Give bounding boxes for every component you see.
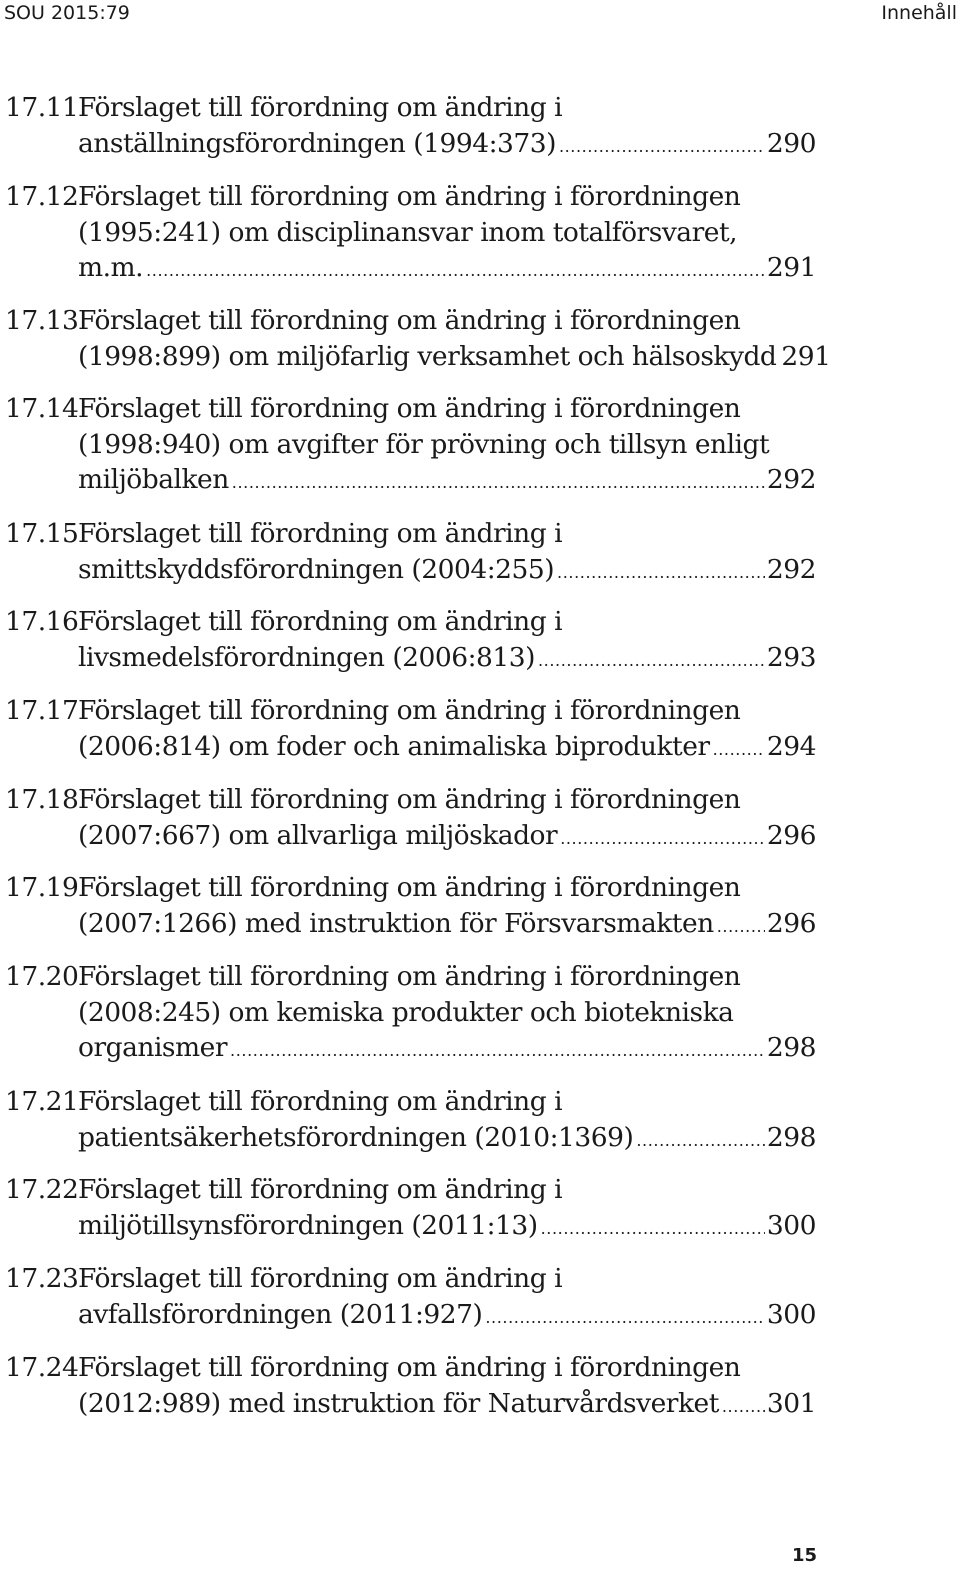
dot-leader [541, 1208, 765, 1247]
toc-entry-page: 294 [766, 730, 816, 762]
toc-entry-title-line: Förslaget till förordning om ändring i förordningen [78, 393, 741, 424]
toc-entry-number: 17.15 [5, 518, 79, 549]
dot-leader [559, 126, 765, 165]
section-title: Innehåll [881, 2, 957, 24]
toc-entry-page: 292 [766, 464, 816, 495]
toc-entry-title-line: Förslaget till förordning om ändring i förordningen [78, 695, 741, 726]
toc-entry-last-line [78, 552, 816, 588]
toc-entry-title-line: Förslaget till förordning om ändring i förordningen [78, 784, 741, 815]
toc-entry-last-line [78, 1030, 816, 1066]
toc-entry-title [78, 693, 818, 764]
toc-entry-page: 300 [766, 1209, 816, 1241]
toc-entry-page: 296 [766, 907, 816, 939]
dot-leader [485, 1297, 765, 1336]
toc-entry-title-line: anställningsförordningen (1994:373) [78, 127, 556, 159]
toc-entry-last-line [78, 126, 816, 162]
toc-entry-number: 17.24 [5, 1352, 79, 1383]
toc-entry-title [78, 303, 831, 374]
toc-entry-title-line: Förslaget till förordning om ändring i [78, 1174, 563, 1205]
toc-entry-title-line: (1995:241) om disciplinansvar inom totalförsvaret, [78, 216, 738, 248]
toc-entry-last-line [78, 818, 816, 854]
toc-entry-page: 300 [766, 1298, 816, 1330]
toc-entry-title-line: Förslaget till förordning om ändring i förordningen [78, 181, 741, 212]
toc-entry-page: 293 [766, 641, 816, 673]
toc-entry-number: 17.14 [5, 393, 79, 424]
toc-entry-page: 296 [766, 819, 816, 851]
toc-entry-title [78, 516, 818, 587]
toc-entry-number: 17.21 [5, 1086, 79, 1117]
dot-leader [232, 462, 765, 501]
toc-entry-title [78, 782, 818, 853]
toc-entry-title-line: Förslaget till förordning om ändring i [78, 606, 563, 637]
dot-leader [560, 818, 765, 857]
toc-entry-number: 17.18 [5, 784, 79, 815]
toc-entry-title-line: Förslaget till förordning om ändring i [78, 92, 563, 123]
toc-entry-title [78, 959, 818, 1066]
toc-entry-title-line: patientsäkerhetsförordningen (2010:1369) [78, 1121, 634, 1153]
toc-entry-title-line: avfallsförordningen (2011:927) [78, 1298, 483, 1330]
toc-entry-title-line: Förslaget till förordning om ändring i förordningen [78, 961, 741, 992]
toc-entry-title [78, 1350, 818, 1421]
toc-entry-title-line: Förslaget till förordning om ändring i [78, 518, 563, 549]
toc-entry-page: 290 [766, 127, 816, 159]
toc-entry-number: 17.13 [5, 305, 79, 336]
running-header [0, 0, 960, 30]
toc-entry-page: 298 [766, 1121, 816, 1153]
toc-entry-title [78, 391, 818, 498]
dot-leader [717, 906, 765, 945]
toc-entry-title [78, 1172, 818, 1243]
toc-entry-title-line: Förslaget till förordning om ändring i [78, 1086, 563, 1117]
toc-entry-last-line [78, 462, 816, 498]
toc-entry-title-line: miljötillsynsförordningen (2011:13) [78, 1209, 538, 1241]
toc-entry-title-line: Förslaget till förordning om ändring i [78, 1263, 563, 1294]
dot-leader [230, 1030, 765, 1069]
dot-leader [722, 1386, 765, 1425]
document-reference: SOU 2015:79 [4, 2, 130, 24]
toc-entry-title-line: (1998:940) om avgifter för prövning och tillsyn enligt [78, 428, 770, 460]
toc-entry-title-line: (2008:245) om kemiska produkter och biotekniska [78, 996, 734, 1028]
toc-entry-title-line: Förslaget till förordning om ändring i förordningen [78, 305, 741, 336]
toc-entry-title-line: (2006:814) om foder och animaliska biprodukter [78, 730, 710, 762]
toc-entry-title-line: (1998:899) om miljöfarlig verksamhet och hälsoskydd [78, 340, 777, 372]
dot-leader [557, 552, 765, 591]
dot-leader [146, 250, 765, 289]
toc-entry-number: 17.12 [5, 181, 79, 212]
toc-entry-title-line: (2007:667) om allvarliga miljöskador [78, 819, 558, 851]
dot-leader [636, 1120, 765, 1159]
toc-entry-title-line: miljöbalken [78, 464, 229, 495]
toc-entry-number: 17.23 [5, 1263, 79, 1294]
toc-entry-title-line: (2012:989) med instruktion för Naturvårdsverket [78, 1387, 719, 1419]
toc-entry-last-line [78, 1120, 816, 1156]
page-number: 15 [791, 1545, 817, 1566]
toc-entry-title [78, 870, 818, 941]
toc-entry-last-line [78, 906, 816, 942]
dot-leader [713, 729, 765, 768]
toc-entry-page: 291 [766, 252, 816, 283]
toc-entry-page: 301 [766, 1387, 816, 1419]
toc-entry-title-line: organismer [78, 1032, 228, 1063]
toc-entry-last-line [78, 1297, 816, 1333]
toc-entry-number: 17.11 [5, 92, 79, 123]
toc-entry-last-line [78, 1386, 816, 1422]
toc-entry-number: 17.16 [5, 606, 79, 637]
toc-entry-title [78, 1084, 818, 1155]
toc-entry-title-line: m.m. [78, 252, 144, 283]
toc-entry-number: 17.17 [5, 695, 79, 726]
dot-leader [538, 640, 765, 679]
toc-entry-title-line: Förslaget till förordning om ändring i förordningen [78, 872, 741, 903]
toc-entry-title [78, 90, 818, 161]
toc-entry-title-line: smittskyddsförordningen (2004:255) [78, 553, 555, 585]
toc-entry-title-line: (2007:1266) med instruktion för Försvarsmakten [78, 907, 714, 939]
toc-entry-page: 298 [766, 1032, 816, 1063]
toc-entry-last-line [78, 250, 816, 286]
toc-entry-title [78, 1261, 818, 1332]
toc-entry-last-line [78, 339, 831, 375]
toc-entry-last-line [78, 1208, 816, 1244]
toc-entry-page: 292 [766, 553, 816, 585]
toc-entry-title [78, 179, 818, 286]
toc-entry-title [78, 604, 818, 675]
toc-entry-number: 17.22 [5, 1174, 79, 1205]
toc-entry-last-line [78, 729, 816, 765]
toc-entry-title-line: Förslaget till förordning om ändring i förordningen [78, 1352, 741, 1383]
toc-entry-last-line [78, 640, 816, 676]
toc-entry-page: 291 [781, 340, 831, 372]
toc-entry-number: 17.19 [5, 872, 79, 903]
toc-entry-number: 17.20 [5, 961, 79, 992]
toc-entry-title-line: livsmedelsförordningen (2006:813) [78, 641, 535, 673]
